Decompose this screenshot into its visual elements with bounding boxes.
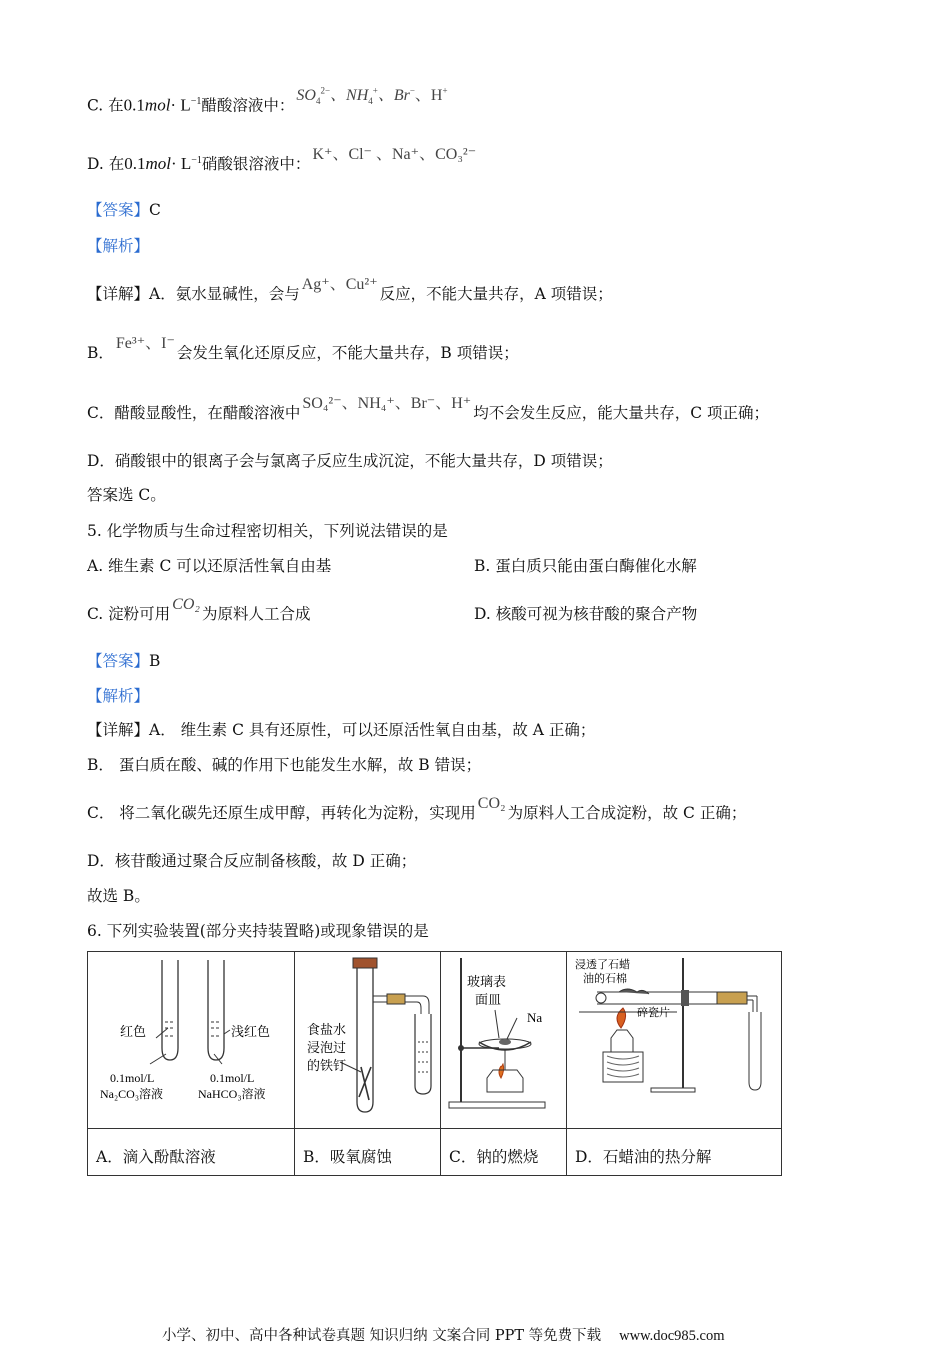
caption-a: A．滴入酚酞溶液 bbox=[88, 1129, 295, 1176]
exponent: −1 bbox=[190, 96, 202, 108]
q4-option-d bbox=[87, 146, 478, 176]
unit: mol bbox=[144, 95, 171, 115]
left-color-label: 红色 bbox=[120, 1025, 147, 1040]
ions: SO₄²⁻、NH₄⁺、Br⁻、H⁺ bbox=[302, 395, 472, 412]
text: A． 维生素 C 具有还原性，可以还原活性氧自由基，故 A 正确； bbox=[149, 721, 596, 739]
q5-detail-d: D．核苷酸通过聚合反应制备核酸，故 D 正确； bbox=[87, 852, 417, 870]
q4-detail-a bbox=[87, 276, 613, 306]
ion-sup: + bbox=[372, 86, 378, 96]
figure-b-label-1: 食盐水 bbox=[307, 1023, 347, 1038]
ion-so: SO bbox=[296, 87, 316, 105]
text: B． bbox=[87, 344, 114, 362]
answer-value: B bbox=[149, 652, 161, 670]
q5-option-c bbox=[87, 596, 311, 626]
right-color-label: 浅红色 bbox=[231, 1025, 271, 1040]
unit2: · L bbox=[170, 154, 192, 174]
sodium-label: Na bbox=[527, 1010, 543, 1025]
option-label: C. 在 bbox=[87, 96, 124, 115]
left-conc-label: 0.1mol/L bbox=[110, 1071, 155, 1085]
text: 反应，不能大量共存，A 项错误； bbox=[379, 285, 613, 303]
ions: Fe³⁺、I⁻ bbox=[115, 335, 175, 352]
q5-conclusion: 故选 B。 bbox=[87, 887, 150, 905]
text: 均不会发生反应，能大量共存，C 项正确； bbox=[473, 404, 770, 422]
paraffin-decomposition-diagram bbox=[567, 952, 781, 1124]
ion-sup: − bbox=[409, 86, 415, 96]
text: C．醋酸显酸性，在醋酸溶液中 bbox=[87, 404, 301, 422]
q5-detail-a bbox=[87, 719, 595, 741]
q4-analysis-tag bbox=[87, 235, 149, 257]
sodium-combustion-diagram bbox=[441, 952, 566, 1124]
concentration: 0.1 bbox=[124, 154, 146, 174]
asbestos-label-2: 油的石棉 bbox=[583, 972, 627, 985]
figure-c bbox=[441, 952, 567, 1129]
q5-analysis-tag bbox=[87, 685, 149, 707]
experiment-table bbox=[87, 951, 782, 1176]
text: C． 将二氧化碳先还原生成甲醇，再转化为淀粉，实现用 bbox=[87, 804, 476, 822]
asbestos-label-1: 浸透了石蜡 bbox=[575, 958, 630, 971]
oxygen-corrosion-diagram bbox=[295, 952, 440, 1124]
q5-option-b: B. 蛋白质只能由蛋白酶催化水解 bbox=[474, 557, 697, 575]
detail-tag: 【详解】 bbox=[87, 721, 150, 739]
text: A．氨水显碱性，会与 bbox=[149, 285, 300, 303]
left-solution-label: Na₂CO₃溶液 bbox=[100, 1087, 164, 1101]
figure-b bbox=[295, 952, 441, 1129]
q4-detail-c bbox=[87, 395, 770, 425]
q4-answer bbox=[87, 199, 161, 221]
q4-detail-d: D．硝酸银中的银离子会与氯离子反应生成沉淀，不能大量共存，D 项错误； bbox=[87, 452, 613, 470]
q5-answer bbox=[87, 650, 160, 672]
concentration: 0.1 bbox=[123, 95, 145, 115]
figure-a bbox=[88, 952, 295, 1129]
ion-h: 、H bbox=[414, 87, 443, 105]
ion-sup: 2− bbox=[320, 86, 331, 96]
ions bbox=[296, 86, 448, 107]
caption-row bbox=[88, 1129, 782, 1176]
q5-option-a: A. 维生素 C 可以还原活性氧自由基 bbox=[87, 557, 332, 575]
answer-value: C bbox=[149, 201, 161, 219]
caption-c: C．钠的燃烧 bbox=[441, 1129, 567, 1176]
unit: mol bbox=[145, 154, 171, 174]
text: C. 淀粉可用 bbox=[87, 605, 171, 623]
figure-b-label-3: 的铁钉 bbox=[307, 1059, 347, 1074]
q6-stem: 6. 下列实验装置(部分夹持装置略)或现象错误的是 bbox=[87, 922, 429, 940]
ion-sub: 4 bbox=[315, 96, 321, 107]
ion-nh: 、NH bbox=[330, 87, 369, 105]
analysis-tag: 【解析】 bbox=[87, 237, 150, 255]
q4-detail-b bbox=[87, 335, 519, 365]
figure-row bbox=[88, 952, 782, 1129]
ion-br: 、Br bbox=[377, 87, 410, 105]
answer-tag: 【答案】 bbox=[87, 652, 150, 670]
q5-stem: 5. 化学物质与生命过程密切相关，下列说法错误的是 bbox=[87, 522, 448, 540]
solution-text: 醋酸溶液中： bbox=[201, 96, 295, 115]
formula: CO₂ bbox=[172, 596, 200, 613]
figure-b-label-2: 浸泡过 bbox=[307, 1041, 347, 1056]
caption-d: D．石蜡油的热分解 bbox=[567, 1129, 782, 1176]
unit2: · L bbox=[170, 95, 191, 115]
q5-detail-b: B． 蛋白质在酸、碱的作用下也能发生水解，故 B 错误； bbox=[87, 756, 482, 774]
text: 为原料人工合成 bbox=[201, 605, 311, 623]
footer-text: 小学、初中、高中各种试卷真题 知识归纳 文案合同 PPT 等免费下载 bbox=[162, 1328, 602, 1344]
q4-conclusion: 答案选 C。 bbox=[87, 486, 166, 504]
ion-sub: 4 bbox=[368, 96, 373, 107]
exponent: −1 bbox=[191, 155, 202, 166]
q5-detail-c bbox=[87, 795, 747, 825]
ions: Ag⁺、Cu²⁺ bbox=[301, 276, 378, 293]
test-tubes-diagram bbox=[88, 952, 294, 1124]
solution-text: 硝酸银溶液中： bbox=[201, 155, 311, 174]
porcelain-label: 碎瓷片 bbox=[637, 1006, 670, 1019]
text: 会发生氧化还原反应，不能大量共存，B 项错误； bbox=[176, 344, 519, 362]
text: 为原料人工合成淀粉，故 C 正确； bbox=[507, 804, 747, 822]
answer-tag: 【答案】 bbox=[87, 201, 150, 219]
detail-tag: 【详解】 bbox=[87, 285, 150, 303]
analysis-tag: 【解析】 bbox=[87, 687, 150, 705]
formula: CO₂ bbox=[477, 795, 506, 812]
option-label: D. 在 bbox=[87, 155, 125, 174]
right-conc-label: 0.1mol/L bbox=[210, 1071, 255, 1085]
footer-site-link[interactable]: www.doc985.com bbox=[619, 1328, 725, 1344]
right-solution-label: NaHCO₃溶液 bbox=[198, 1087, 266, 1101]
ions: K⁺、Cl⁻ 、Na⁺、CO₃²⁻ bbox=[312, 146, 477, 164]
caption-b: B．吸氧腐蚀 bbox=[295, 1129, 441, 1176]
ion-sup: + bbox=[442, 86, 448, 96]
watch-glass-label-2: 面皿 bbox=[475, 993, 502, 1008]
watch-glass-label-1: 玻璃表 bbox=[467, 975, 507, 990]
figure-d bbox=[567, 952, 782, 1129]
q5-option-d: D. 核酸可视为核苷酸的聚合产物 bbox=[474, 605, 698, 623]
page-footer bbox=[162, 1324, 725, 1345]
q4-option-c bbox=[87, 86, 450, 123]
